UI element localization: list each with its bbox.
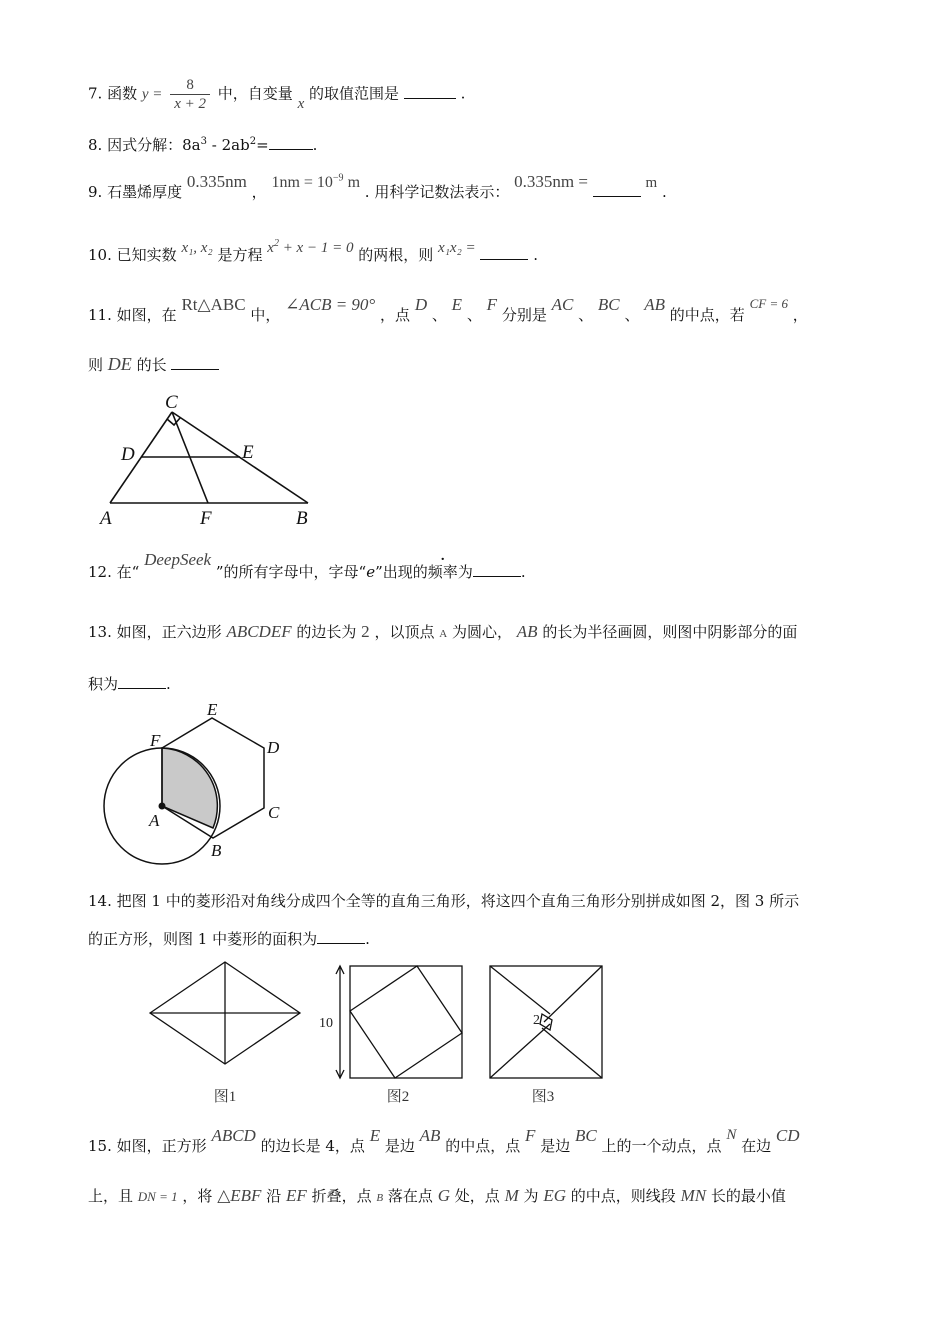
question-number: 12. bbox=[88, 563, 112, 581]
question-text: ，点 bbox=[380, 306, 411, 324]
question-text: 为 bbox=[457, 563, 473, 581]
label-c: C bbox=[165, 392, 178, 413]
question-text: ，以顶点 bbox=[374, 623, 435, 641]
math-value: 0.335nm = bbox=[514, 172, 588, 191]
question-text: 在“ bbox=[116, 563, 140, 581]
question-11 bbox=[88, 295, 808, 325]
label-e: E bbox=[242, 442, 254, 463]
question-14 bbox=[88, 892, 799, 910]
math-point: M bbox=[504, 1186, 519, 1205]
figure-13-hexagon bbox=[92, 700, 302, 870]
side-label: 10 bbox=[319, 1016, 333, 1031]
question-7 bbox=[88, 76, 465, 113]
math-point: F bbox=[486, 295, 498, 314]
emphasis-freq: 频率 bbox=[427, 563, 458, 581]
question-text: 已知实数 bbox=[116, 246, 177, 264]
label-f: F bbox=[150, 731, 161, 750]
figure-14-squares bbox=[140, 958, 620, 1108]
math-equation: $x^2 + x - 1 = 0$ bbox=[267, 238, 354, 256]
math-expr: 8a bbox=[182, 136, 201, 154]
math-length: 2 bbox=[361, 622, 370, 641]
math-x: x bbox=[297, 95, 305, 112]
question-number: 14. bbox=[88, 892, 112, 910]
question-number: 7. bbox=[88, 84, 103, 103]
math-point: D bbox=[414, 295, 428, 314]
answer-blank[interactable] bbox=[269, 149, 313, 150]
math-angle: ∠ACB = 90° bbox=[285, 295, 376, 314]
label-d: D bbox=[121, 444, 135, 465]
right-angle-mark bbox=[167, 418, 180, 425]
math-segment: BC bbox=[597, 295, 620, 314]
equals-sign: = bbox=[256, 136, 269, 154]
math-condition: DN = 1 bbox=[137, 1189, 178, 1204]
math-point: N bbox=[726, 1127, 737, 1143]
question-text: 上，且 bbox=[88, 1187, 134, 1205]
question-10 bbox=[88, 238, 539, 265]
question-text: 如图，正六边形 bbox=[116, 623, 222, 641]
question-text: 函数 bbox=[107, 84, 138, 103]
question-text: 在边 bbox=[741, 1137, 772, 1155]
answer-blank[interactable] bbox=[404, 98, 456, 99]
shaded-region bbox=[162, 748, 217, 828]
question-text: 沿 bbox=[266, 1187, 282, 1205]
separator: 、 bbox=[578, 306, 594, 324]
math-point: E bbox=[369, 1126, 381, 1145]
question-text: 的长为半径画圆，则图中阴影部分的面 bbox=[542, 623, 798, 641]
question-text: 分别是 bbox=[501, 306, 547, 324]
question-text: 的边长为 bbox=[296, 623, 357, 641]
question-number: 8. bbox=[88, 136, 103, 154]
question-15-cont bbox=[88, 1186, 786, 1206]
question-text: ， bbox=[251, 183, 267, 201]
question-number: 13. bbox=[88, 623, 112, 641]
question-text: ”出现的 bbox=[375, 563, 428, 581]
question-text: . bbox=[312, 136, 318, 154]
label-b: B bbox=[211, 841, 222, 860]
exponent: 3 bbox=[200, 136, 207, 147]
separator: 、 bbox=[466, 306, 482, 324]
question-13-cont bbox=[88, 675, 171, 693]
fig3-line-4 bbox=[542, 1028, 602, 1078]
math-condition: CF = 6 bbox=[749, 296, 788, 311]
question-text: 的中点，则线段 bbox=[570, 1187, 676, 1205]
question-number: 9. bbox=[88, 183, 103, 201]
math-value: $1nm = 10^{-9}$ m bbox=[271, 172, 361, 191]
question-8 bbox=[88, 136, 317, 154]
label-b: B bbox=[296, 508, 308, 528]
fig3-line-3 bbox=[490, 1024, 550, 1078]
answer-blank[interactable] bbox=[480, 259, 528, 260]
question-text: 的两根，则 bbox=[358, 246, 434, 264]
question-text: . bbox=[166, 675, 171, 693]
question-text: 处，点 bbox=[454, 1187, 500, 1205]
question-text: 的中点，点 bbox=[445, 1137, 521, 1155]
math-roots: x₁, x₂ bbox=[181, 240, 213, 256]
math-point: E bbox=[451, 295, 463, 314]
math-triangle: Rt△ABC bbox=[181, 295, 246, 314]
answer-blank[interactable] bbox=[473, 576, 521, 577]
question-text: 的正方形，则图 1 中菱形的面积为 bbox=[88, 930, 318, 948]
fraction-numerator: 8 bbox=[170, 76, 210, 95]
question-number: 15. bbox=[88, 1137, 112, 1155]
question-text: 长的最小值 bbox=[710, 1187, 786, 1205]
separator: 、 bbox=[431, 306, 447, 324]
math-point: A bbox=[439, 628, 448, 640]
question-text: 上的一个动点，点 bbox=[601, 1137, 722, 1155]
separator: 、 bbox=[624, 306, 640, 324]
question-text: 折叠，点 bbox=[311, 1187, 372, 1205]
question-text: 的取值范围是 bbox=[309, 84, 400, 103]
question-text: 的长 bbox=[136, 356, 167, 374]
label-f: F bbox=[200, 508, 212, 528]
math-segment: DE bbox=[107, 354, 132, 374]
figure-11-triangle bbox=[90, 388, 330, 528]
question-text: 则 bbox=[88, 356, 104, 374]
question-text: 如图，在 bbox=[116, 306, 177, 324]
question-text: 积为 bbox=[88, 675, 119, 693]
question-text: 是边 bbox=[540, 1137, 571, 1155]
letter-e: e bbox=[366, 563, 376, 581]
question-text: 是边 bbox=[384, 1137, 415, 1155]
question-text: ，将 bbox=[182, 1187, 213, 1205]
label-e: E bbox=[207, 700, 218, 719]
math-segment: MN bbox=[680, 1186, 707, 1205]
answer-blank[interactable] bbox=[317, 943, 365, 944]
math-segment: AB bbox=[644, 295, 666, 314]
exponent: 2 bbox=[249, 136, 257, 147]
question-11-cont bbox=[88, 354, 219, 376]
math-hexagon: ABCDEF bbox=[226, 622, 292, 641]
math-segment: EG bbox=[543, 1186, 566, 1205]
label-a: A bbox=[149, 811, 160, 830]
inner-label: 2 bbox=[533, 1013, 540, 1028]
question-text: 中， bbox=[250, 306, 281, 324]
fraction bbox=[170, 76, 210, 113]
math-point: G bbox=[437, 1186, 450, 1205]
label-d: D bbox=[267, 738, 280, 757]
question-text: . bbox=[365, 930, 370, 948]
question-text: ， bbox=[792, 306, 808, 324]
question-text: . bbox=[520, 563, 526, 581]
inner-square-fig2 bbox=[350, 966, 462, 1078]
question-text: 石墨烯厚度 bbox=[107, 183, 183, 201]
math-value: 0.335nm bbox=[186, 172, 247, 191]
center-point bbox=[159, 803, 166, 810]
math-segment: BC bbox=[575, 1126, 597, 1145]
math-triangle: △EBF bbox=[217, 1186, 262, 1205]
answer-blank[interactable] bbox=[118, 688, 166, 689]
math-point: B bbox=[376, 1192, 384, 1204]
fig3-line-1 bbox=[490, 966, 550, 1014]
answer-blank[interactable] bbox=[171, 369, 219, 370]
question-9 bbox=[88, 172, 667, 202]
fraction-denominator: x + 2 bbox=[174, 96, 206, 112]
math-segment: AC bbox=[551, 295, 574, 314]
math-word: DeepSeek bbox=[144, 550, 212, 569]
question-14-cont bbox=[88, 930, 370, 948]
question-text: 如图，正方形 bbox=[116, 1137, 207, 1155]
caption-fig1: 图1 bbox=[213, 1089, 237, 1105]
question-text: 落在点 bbox=[387, 1187, 433, 1205]
question-text: 因式分解： bbox=[107, 136, 183, 154]
math-segment: CD bbox=[775, 1126, 800, 1145]
math-square: ABCD bbox=[211, 1126, 256, 1145]
question-text: . bbox=[661, 183, 667, 201]
math-y: y = bbox=[141, 86, 163, 103]
question-text: 是方程 bbox=[217, 246, 263, 264]
label-a: A bbox=[100, 508, 112, 528]
question-text: . bbox=[533, 246, 539, 264]
question-number: 10. bbox=[88, 246, 112, 264]
unit: m bbox=[645, 175, 658, 191]
question-15 bbox=[88, 1126, 800, 1156]
question-text: ”的所有字母中，字母“ bbox=[215, 563, 367, 581]
question-12 bbox=[88, 550, 526, 582]
math-segment: EF bbox=[286, 1186, 307, 1205]
math-product: x₁x₂ = bbox=[438, 240, 476, 256]
question-text: 为 bbox=[523, 1187, 539, 1205]
fig3-line-2 bbox=[544, 966, 602, 1022]
question-text: 把图 1 中的菱形沿对角线分成四个全等的直角三角形，将这四个直角三角形分别拼成如图 2，图 3 所示 bbox=[116, 892, 800, 910]
label-c: C bbox=[268, 803, 280, 822]
square-fig2 bbox=[350, 966, 462, 1078]
question-text: 中，自变量 bbox=[217, 84, 293, 103]
answer-blank[interactable] bbox=[593, 196, 641, 197]
question-text: . bbox=[460, 84, 466, 103]
math-expr: - 2ab bbox=[206, 136, 250, 154]
question-text: 的中点，若 bbox=[669, 306, 745, 324]
question-text: 为圆心， bbox=[451, 623, 512, 641]
question-text: 的边长是 4，点 bbox=[260, 1137, 365, 1155]
caption-fig2: 图2 bbox=[386, 1089, 410, 1105]
question-number: 11. bbox=[88, 306, 112, 324]
math-point: F bbox=[525, 1126, 536, 1145]
math-segment: AB bbox=[516, 622, 538, 641]
caption-fig3: 图3 bbox=[531, 1089, 555, 1105]
question-text: . 用科学记数法表示： bbox=[364, 183, 510, 201]
math-segment: AB bbox=[419, 1126, 441, 1145]
question-13 bbox=[88, 622, 797, 642]
